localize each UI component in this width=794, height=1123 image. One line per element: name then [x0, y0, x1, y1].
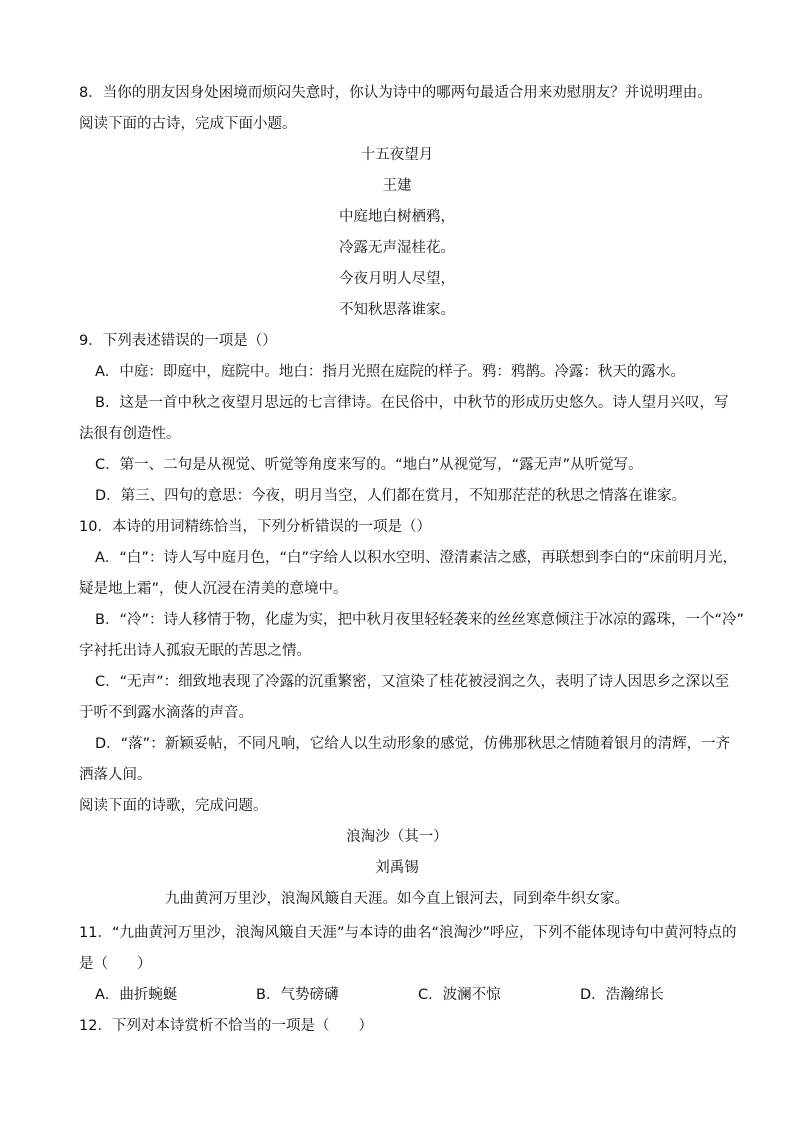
question-9-option-c: C．第一、二句是从视觉、听觉等角度来写的。“地白”从视觉写，“露无声”从听觉写。: [95, 457, 643, 473]
question-10-option-d-cont: 洒落人间。: [79, 767, 152, 783]
question-11-option-c: C．波澜不惊: [418, 987, 501, 1003]
question-10-option-a-cont: 疑是地上霜”，使人沉浸在清美的意境中。: [79, 581, 348, 597]
question-9-option-d: D．第三、四句的意思：今夜，明月当空，人们都在赏月，不知那茫茫的秋思之情落在谁家。: [95, 488, 687, 504]
question-12-stem: 12．下列对本诗赏析不恰当的一项是（ ）: [79, 1018, 373, 1034]
question-10-option-b: B．“冷”：诗人移情于物，化虚为实，把中秋月夜里轻轻袭来的丝丝寒意倾注于冰凉的露珠，一个“冷”: [95, 612, 744, 628]
poem-body: 九曲黄河万里沙，浪淘风簸自天涯。如今直上银河去，同到牵牛织女家。: [165, 891, 629, 907]
question-11-option-d: D．浩瀚绵长: [580, 987, 664, 1003]
poem-title: 十五夜望月: [360, 147, 434, 163]
question-8: 8．当你的朋友因身处困境而烦闷失意时，你认为诗中的哪两句最适合用来劝慰朋友？并说明理由。: [79, 85, 712, 101]
poem-author: 王建: [382, 178, 412, 194]
poem-line: 不知秋思落谁家。: [339, 302, 455, 318]
question-10-option-b-cont: 字衬托出诗人孤寂无眠的苦思之情。: [79, 643, 311, 659]
question-11-option-a: A．曲折蜿蜒: [95, 987, 178, 1003]
question-11-stem: 11．“九曲黄河万里沙，浪淘风簸自天涯”与本诗的曲名“浪淘沙”呼应，下列不能体现诗句中黄河特点的: [79, 925, 737, 941]
question-9-option-b-cont: 法很有创造性。: [79, 426, 181, 442]
poem-author: 刘禹锡: [375, 860, 419, 876]
question-11-stem-cont: 是（ ）: [79, 956, 152, 972]
poem-line: 中庭地白树栖鸦，: [339, 209, 455, 225]
reading-instruction: 阅读下面的古诗，完成下面小题。: [79, 116, 297, 132]
question-10-option-c-cont: 于听不到露水滴落的声音。: [79, 705, 253, 721]
question-9-stem: 9．下列表述错误的一项是（）: [79, 333, 277, 349]
poem-line: 今夜月明人尽望，: [339, 271, 455, 287]
reading-instruction: 阅读下面的诗歌，完成问题。: [79, 798, 268, 814]
question-9-option-b: B．这是一首中秋之夜望月思远的七言律诗。在民俗中，中秋节的形成历史悠久。诗人望月兴叹，写: [95, 395, 729, 411]
poem-line: 冷露无声湿桂花。: [339, 240, 455, 256]
question-10-option-d: D．“落”：新颖妥帖，不同凡响，它给人以生动形象的感觉，仿佛那秋思之情随着银月的清辉，一齐: [95, 736, 731, 752]
question-9-option-a: A．中庭：即庭中，庭院中。地白：指月光照在庭院的样子。鸦：鸦鹊。冷露：秋天的露水。: [95, 364, 685, 380]
question-10-option-a: A．“白”：诗人写中庭月色，“白”字给人以积水空明、澄清素洁之感，再联想到李白的“床前明月光，: [95, 550, 737, 566]
question-11-option-b: B．气势磅礴: [256, 987, 339, 1003]
poem-title: 浪淘沙（其一）: [346, 829, 448, 845]
question-10-stem: 10．本诗的用词精练恰当，下列分析错误的一项是（）: [79, 519, 431, 535]
question-10-option-c: C．“无声”：细致地表现了冷露的沉重繁密，又渲染了桂花被浸润之久，表明了诗人因思乡之深以至: [95, 674, 730, 690]
